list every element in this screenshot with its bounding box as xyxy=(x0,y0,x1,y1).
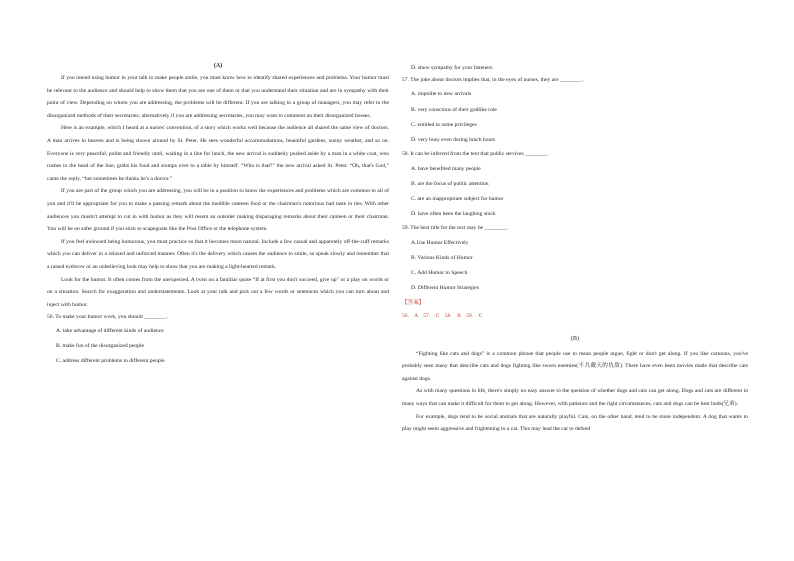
passage-a-paragraph-4: If you feel awkward being humorous, you must practice so that it becomes more natural. Include a few casual and apparently off-the-cuff remarks which you can deliver in a relaxed and unforced manner. Often it's the delivery which causes the audience to smile, so speak slowly and remember that a raised eyebrow or an unbelieving look may help to show that you are making a light-hearted remark. xyxy=(47,238,389,270)
question-56-stem: 56. To make your humor work, you should ________. xyxy=(47,314,168,321)
passage-b-paragraph-1: “Fighting like cats and dogs” is a common phrase that people use to mean people argue, fight or don't get along. If you like cartoons, you've probably seen many that describe cats and dogs fighting like sworn enemies(不共戴天的仇敌). There have even been movies made that describe cats against dogs. xyxy=(402,350,748,382)
question-57-option-d: D. very busy even during lunch hours xyxy=(411,137,496,144)
question-57-stem: 57. The joke about doctors implies that, in the eyes of nurses, they are ________. xyxy=(402,77,584,83)
left-column xyxy=(47,62,389,369)
question-59-option-c: C. Add Humor to Speech xyxy=(411,270,468,277)
question-58-stem: 58. It can be inferred from the text that public services ________. xyxy=(402,151,549,158)
question-58-option-a: A. have benefited many people xyxy=(411,165,481,172)
passage-a-paragraph-2: Here is an example, which I heard at a nurses' convention, of a story which works well because the audience all shared the same view of doctors. A man arrives in heaven and is being shown around by St. Peter. He sees wonderful accommodations, beautiful gardens, sunny weather, and so on. Everyone is very peaceful, polite and friendly until, waiting in a line for lunch, the new arrival is suddenly pushed aside by a man in a white coat, who rushes to the head of the line, grabs his food and stomps over to a table by himself. “Who is that?” the new arrival asked St. Peter. “Oh, that's God,” came the reply, “but sometimes he thinks he's a doctor.” xyxy=(47,125,389,182)
passage-b-paragraph-3: For example, dogs tend to be social animals that are naturally playful. Cats, on the other hand, tend to be more independent. A dog that wants to play might seem aggressive and frightening to a cat. This may lead the cat to defend xyxy=(402,413,748,433)
question-58-option-c: C. are an inappropriate subject for humor xyxy=(411,196,504,203)
question-56-option-a: A. take advantage of different kinds of audience xyxy=(56,327,164,334)
question-59-stem: 59. The best title for the text may be ________. xyxy=(402,225,509,232)
question-57-option-c: C. entitled to some privileges xyxy=(411,121,477,128)
question-56-option-d: D. show sympathy for your listeners xyxy=(411,65,493,71)
passage-a-paragraph-3: If you are part of the group which you are addressing, you will be in a position to know the experiences and problems which are common to all of you and it'll be appropriate for you to make a passing remark about the inedible canteen food or the chairman's notorious bad taste in ties. With other audiences you mustn't attempt to cut in with humor as they will resent an outsider making disparaging remarks about their canteen or their chairman. You will be on safer ground if you stick to scapegoats like the Post Office or the telephone system. xyxy=(47,188,389,233)
passage-a-paragraph-1: If you intend using humor in your talk to make people smile, you must know how to identify shared experiences and problems. Your humor must be relevant to the audience and should help to show them that you are one of them or that you understand their situation and are in sympathy with their point of view. Depending on whom you are addressing, the problems will be different. If you are talking to a group of managers, you may refer to the disorganized methods of their secretaries; alternatively if you are addressing secretaries, you may want to comment on their disorganized bosses. xyxy=(47,75,389,119)
passage-a-paragraph-5: Look for the humor. It often comes from the unexpected. A twist on a familiar quote “If at first you don't succeed, give up” or a play on words or on a situation. Search for exaggeration and understatements. Look at your talk and pick out a few words or sentences which you can turn about and inject with humor. xyxy=(47,276,389,308)
answer-key: 56. A 57. C 58. B 59. C xyxy=(402,312,483,319)
question-59-option-d: D. Different Humor Strategies xyxy=(411,285,479,292)
question-57-option-a: A. impolite to new arrivals xyxy=(411,91,472,98)
answer-label: 【答案】 xyxy=(402,299,425,306)
question-59-option-b: B. Various Kinds of Humor xyxy=(411,255,473,262)
question-56-option-c: C. address different problems to different people xyxy=(56,358,165,365)
passage-b-title: (B) xyxy=(571,335,579,342)
question-58-option-b: B. are the focus of public attention xyxy=(411,180,489,187)
right-column xyxy=(402,62,748,436)
question-56-option-b: B. make fun of the disorganized people xyxy=(56,343,144,350)
passage-b-paragraph-2: As with many questions in life, there's simply no easy answer to the question of whether dogs and cats can get along. Dogs and cats are different in many ways that can make it difficult for them to get along. However, with patience and the right circumstances, cats and dogs can be best buds(兄弟). xyxy=(402,388,748,408)
question-57-option-b: B. very conscious of their godlike role xyxy=(411,106,497,113)
question-58-option-d: D. have often been the laughing stock xyxy=(411,211,496,218)
question-59-option-a: A.Use Humor Effectively xyxy=(411,239,469,246)
passage-a-title: (A) xyxy=(213,63,223,69)
